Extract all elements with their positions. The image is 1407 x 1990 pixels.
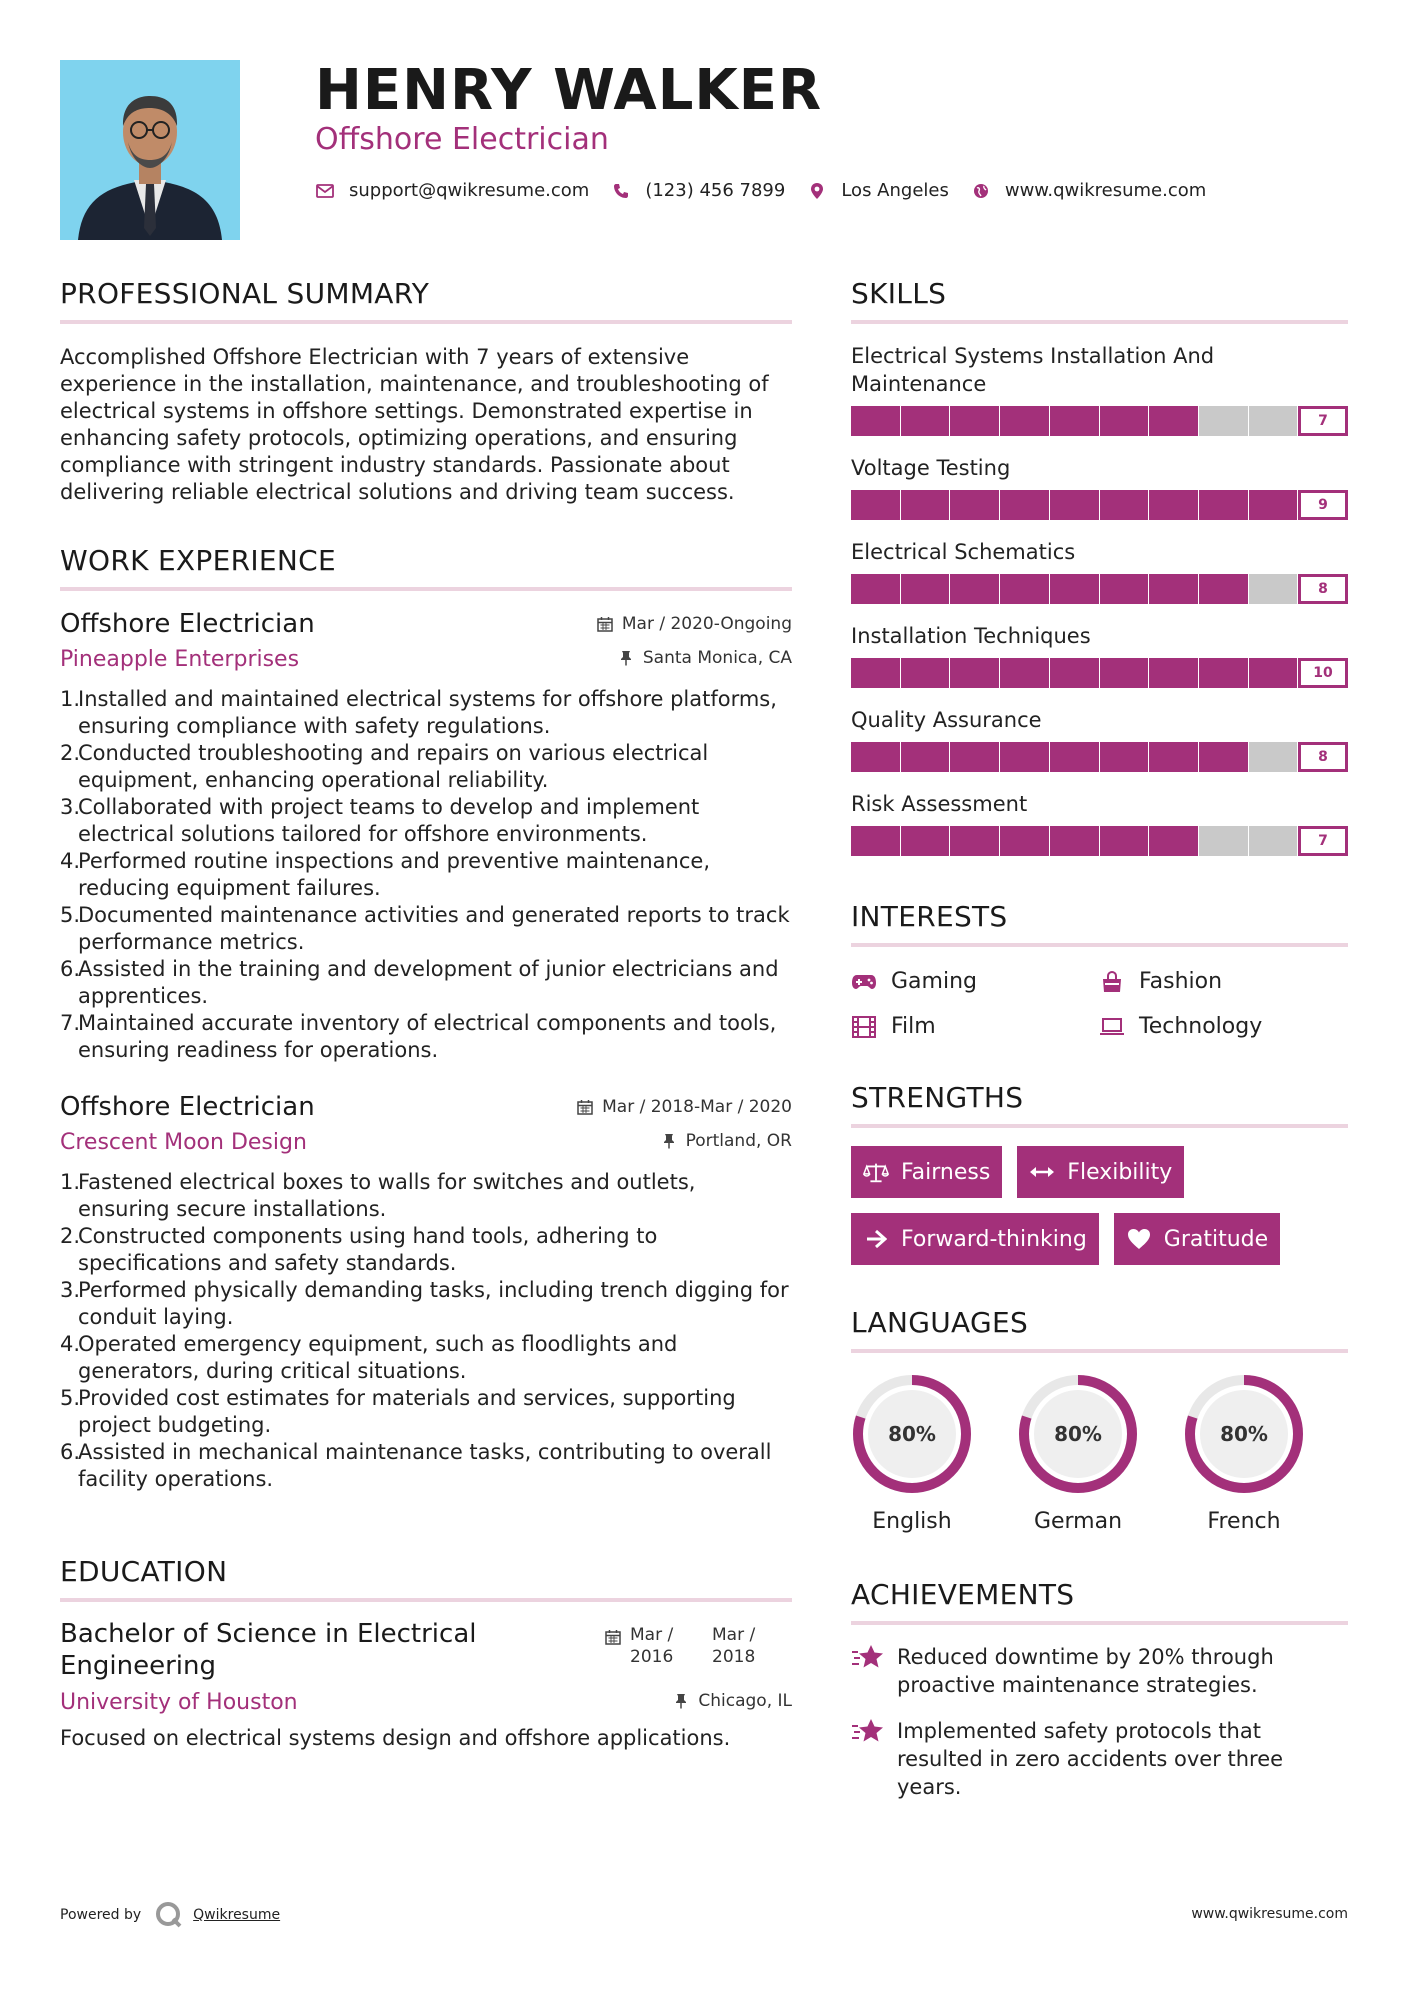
skill-bar-segment: [901, 658, 950, 688]
skill-bar-segment: [1100, 406, 1149, 436]
skill-item: [851, 706, 1348, 772]
duty-item: 4. Operated emergency equipment, such as floodlights and generators, during critical situations.: [60, 1332, 678, 1383]
skill-bar: [851, 490, 1348, 520]
skill-bar-segment: [1100, 658, 1149, 688]
skill-bar-segment: [1199, 826, 1248, 856]
job-title: Offshore Electrician: [60, 609, 315, 639]
skill-score: 7: [1298, 406, 1348, 436]
skill-name: Electrical Schematics: [851, 540, 1076, 564]
skill-name: Installation Techniques: [851, 624, 1091, 648]
strengths-section: [851, 1081, 1348, 1280]
skill-bar-segment: [1249, 658, 1298, 688]
education-section: [60, 1555, 792, 1752]
languages-heading: LANGUAGES: [851, 1306, 1029, 1339]
language-item: [851, 1373, 973, 1534]
location-text: Los Angeles: [841, 180, 949, 201]
strength-flexibility: Flexibility: [1017, 1146, 1184, 1198]
skill-bar: [851, 826, 1348, 856]
skill-bar-segment: [1249, 742, 1298, 772]
calendar-icon: [576, 1098, 594, 1116]
skill-item: [851, 790, 1348, 856]
skill-bar-segment: [851, 742, 900, 772]
skill-bar: [851, 658, 1348, 688]
skill-bar-segment: [950, 574, 999, 604]
skill-score: 10: [1298, 658, 1348, 688]
envelope-icon: [315, 181, 335, 201]
skill-bar-segment: [1050, 826, 1099, 856]
job-location: Santa Monica, CA: [617, 648, 792, 668]
section-divider: [60, 587, 792, 591]
gamepad-icon: [851, 971, 877, 993]
skill-bar-segment: [1050, 490, 1099, 520]
phone-icon: [611, 181, 631, 201]
duty-item: 6. Assisted in the training and development of junior electricians and apprentices.: [60, 957, 779, 1008]
left-column: [60, 277, 792, 1752]
language-name: German: [1033, 1509, 1123, 1534]
skill-bar-segment: [1149, 406, 1198, 436]
skill-bar: [851, 574, 1348, 604]
skill-bar-segment: [1000, 406, 1049, 436]
language-name: French: [1207, 1509, 1281, 1534]
achievement-item: Reduced downtime by 20% through proactive maintenance strategies.: [851, 1643, 1348, 1699]
skill-bar-segment: [950, 490, 999, 520]
right-column: [851, 277, 1348, 1801]
language-name: English: [872, 1509, 952, 1534]
website-text: www.qwikresume.com: [1004, 180, 1207, 201]
skill-bar-segment: [1000, 826, 1049, 856]
skill-bar-segment: [1249, 826, 1298, 856]
skill-score: 9: [1298, 490, 1348, 520]
skill-bar-segment: [1149, 826, 1198, 856]
skill-bar-segment: [950, 742, 999, 772]
achievement-item: Implemented safety protocols that resulted in zero accidents over three years.: [851, 1717, 1348, 1801]
skill-score: 8: [1298, 742, 1348, 772]
skill-bar-segment: [851, 490, 900, 520]
phone-text: (123) 456 7899: [645, 180, 786, 201]
duty-item: 7. Maintained accurate inventory of electrical components and tools, ensuring readiness for operations.: [60, 1011, 777, 1062]
skill-bar-segment: [950, 406, 999, 436]
interest-technology: Technology: [1099, 1014, 1347, 1039]
qwikresume-link[interactable]: Qwikresume: [193, 1907, 281, 1923]
star-icon: [851, 1717, 885, 1745]
film-icon: [851, 1016, 877, 1038]
job-date: Mar / 2018-Mar / 2020: [576, 1097, 792, 1117]
education-end: Mar / 2018: [712, 1625, 756, 1667]
map-pin-icon: [807, 181, 827, 201]
skill-bar-segment: [1050, 742, 1099, 772]
strength-gratitude: Gratitude: [1114, 1213, 1280, 1265]
skill-bar-segment: [901, 826, 950, 856]
interests-heading: INTERESTS: [851, 900, 1008, 933]
contact-email[interactable]: [315, 180, 589, 201]
profile-photo: [60, 60, 240, 240]
skill-bar-segment: [1100, 490, 1149, 520]
skill-bar-segment: [1100, 742, 1149, 772]
education-dates: [604, 1624, 764, 1682]
duty-item: 3. Performed physically demanding tasks, including trench digging for conduit laying.: [60, 1278, 789, 1329]
skill-item: [851, 454, 1348, 520]
calendar-icon: [596, 615, 614, 633]
duty-item: 2. Constructed components using hand tools, adhering to specifications and safety standards.: [60, 1224, 658, 1275]
contact-phone[interactable]: [611, 180, 785, 201]
skill-bar-segment: [1249, 574, 1298, 604]
duty-item: 5. Documented maintenance activities and generated reports to track performance metrics.: [60, 903, 790, 954]
language-ring: [851, 1373, 973, 1495]
skill-bar-segment: [1000, 490, 1049, 520]
skill-bar-segment: [950, 658, 999, 688]
duty-item: 2. Conducted troubleshooting and repairs on various electrical equipment, enhancing operational reliability.: [60, 741, 709, 792]
skill-bar-segment: [950, 826, 999, 856]
skill-item: [851, 538, 1348, 604]
duty-list: [60, 1169, 792, 1493]
section-divider: [851, 1349, 1348, 1353]
skill-item: [851, 342, 1348, 436]
candidate-role: Offshore Electrician: [315, 122, 609, 157]
skill-bar-segment: [1199, 574, 1248, 604]
education-start: Mar / 2016: [630, 1625, 674, 1667]
languages-section: [851, 1306, 1348, 1534]
skill-bar-segment: [1149, 658, 1198, 688]
contact-bar: [315, 180, 1228, 201]
job-entry: [60, 1092, 792, 1493]
skill-bar-segment: [901, 406, 950, 436]
calendar-icon: [604, 1628, 622, 1646]
skill-bar-segment: [851, 826, 900, 856]
skill-bar-segment: [1149, 574, 1198, 604]
skill-item: [851, 622, 1348, 688]
contact-location: [807, 180, 949, 201]
skill-score: 7: [1298, 826, 1348, 856]
candidate-name: HENRY WALKER: [315, 58, 823, 123]
shopping-bag-icon: [1099, 971, 1125, 993]
pushpin-icon: [672, 1692, 690, 1710]
interest-film: Film: [851, 1014, 1099, 1039]
language-level: 80%: [1220, 1422, 1268, 1446]
skill-bar-segment: [1050, 406, 1099, 436]
skill-name: Quality Assurance: [851, 708, 1042, 732]
skill-bar-segment: [1249, 406, 1298, 436]
globe-icon: [971, 181, 991, 201]
skill-bar-segment: [1100, 826, 1149, 856]
skill-bar-segment: [1199, 742, 1248, 772]
section-divider: [851, 1124, 1348, 1128]
skill-bar-segment: [1000, 742, 1049, 772]
skill-bar: [851, 742, 1348, 772]
skill-name: Electrical Systems Installation And Maintenance: [851, 344, 1215, 396]
language-item: [1183, 1373, 1305, 1534]
skill-name: Risk Assessment: [851, 792, 1028, 816]
contact-website[interactable]: [971, 180, 1206, 201]
skill-bar-segment: [851, 658, 900, 688]
footer-url[interactable]: www.qwikresume.com: [1191, 1906, 1348, 1922]
school-name: University of Houston: [60, 1690, 298, 1715]
strength-forward-thinking: Forward-thinking: [851, 1213, 1099, 1265]
skill-bar-segment: [1100, 574, 1149, 604]
skills-section: [851, 277, 1348, 856]
section-divider: [851, 943, 1348, 947]
laptop-icon: [1099, 1016, 1125, 1038]
star-icon: [851, 1643, 885, 1671]
duty-list: [60, 686, 792, 1064]
interest-gaming: Gaming: [851, 969, 1099, 994]
skills-list: [851, 342, 1348, 856]
skill-bar-segment: [1199, 490, 1248, 520]
language-level: 80%: [1054, 1422, 1102, 1446]
skill-bar-segment: [1050, 574, 1099, 604]
qwikresume-logo-icon: [155, 1901, 183, 1929]
arrows-horizontal-icon: [1029, 1161, 1055, 1183]
language-ring: [1183, 1373, 1305, 1495]
experience-heading: WORK EXPERIENCE: [60, 544, 336, 577]
skill-bar-segment: [1149, 742, 1198, 772]
summary-heading: PROFESSIONAL SUMMARY: [60, 277, 430, 310]
degree-title: Bachelor of Science in Electrical Engineering: [60, 1619, 477, 1681]
section-divider: [60, 320, 792, 324]
duty-item: 5. Provided cost estimates for materials and services, supporting project budgeting.: [60, 1386, 736, 1437]
achievements-heading: ACHIEVEMENTS: [851, 1578, 1075, 1611]
company-name: Crescent Moon Design: [60, 1130, 307, 1155]
duty-item: 6. Assisted in mechanical maintenance tasks, contributing to overall facility operations.: [60, 1440, 772, 1491]
email-text: support@qwikresume.com: [349, 180, 590, 201]
skill-bar-segment: [1249, 490, 1298, 520]
balance-scale-icon: [863, 1161, 889, 1183]
job-title: Offshore Electrician: [60, 1092, 315, 1122]
language-ring: [1017, 1373, 1139, 1495]
strengths-heading: STRENGTHS: [851, 1081, 1024, 1114]
skill-bar-segment: [1199, 406, 1248, 436]
education-heading: EDUCATION: [60, 1555, 228, 1588]
skill-bar-segment: [1000, 574, 1049, 604]
skill-bar-segment: [851, 406, 900, 436]
skill-bar-segment: [1050, 658, 1099, 688]
achievements-section: [851, 1578, 1348, 1801]
company-name: Pineapple Enterprises: [60, 647, 300, 672]
heart-icon: [1126, 1228, 1152, 1250]
job-date: Mar / 2020-Ongoing: [596, 614, 792, 634]
skill-bar-segment: [901, 490, 950, 520]
skill-bar-segment: [851, 574, 900, 604]
section-divider: [60, 1598, 792, 1602]
skill-bar-segment: [1149, 490, 1198, 520]
experience-section: [60, 544, 792, 1493]
summary-section: [60, 277, 792, 506]
duty-item: 1. Installed and maintained electrical systems for offshore platforms, ensuring compliance with safety regulations.: [60, 687, 777, 738]
job-entry: [60, 609, 792, 1064]
powered-by-text: Powered by: [60, 1907, 142, 1923]
skill-bar-segment: [1000, 658, 1049, 688]
duty-item: 4. Performed routine inspections and preventive maintenance, reducing equipment failures.: [60, 849, 710, 900]
language-level: 80%: [888, 1422, 936, 1446]
school-location: Chicago, IL: [672, 1691, 792, 1711]
section-divider: [851, 320, 1348, 324]
duty-item: 3. Collaborated with project teams to develop and implement electrical solutions tailored for offshore environments.: [60, 795, 700, 846]
skill-bar: [851, 406, 1348, 436]
skill-bar-segment: [901, 742, 950, 772]
section-divider: [851, 1621, 1348, 1625]
job-location: Portland, OR: [660, 1131, 792, 1151]
skills-heading: SKILLS: [851, 277, 947, 310]
summary-text: Accomplished Offshore Electrician with 7 years of extensive experience in the installation, maintenance, and troubleshooting of electrical systems in offshore settings. Demonstrated expertise in enhancing safety protocols, optimizing operations, and ensuring compliance with stringent industry standards. Passionate about delivering reliable electrical solutions and driving team success.: [60, 345, 769, 504]
language-item: [1017, 1373, 1139, 1534]
education-description: Focused on electrical systems design and offshore applications.: [60, 1726, 731, 1750]
skill-bar-segment: [901, 574, 950, 604]
arrow-right-icon: [863, 1228, 889, 1250]
language-list: [851, 1373, 1348, 1534]
pushpin-icon: [617, 649, 635, 667]
skill-name: Voltage Testing: [851, 456, 1011, 480]
strength-fairness: Fairness: [851, 1146, 1002, 1198]
interest-fashion: Fashion: [1099, 969, 1347, 994]
footer-brand: [60, 1901, 280, 1929]
duty-item: 1. Fastened electrical boxes to walls for switches and outlets, ensuring secure installations.: [60, 1170, 696, 1221]
interests-section: [851, 900, 1348, 1039]
skill-score: 8: [1298, 574, 1348, 604]
skill-bar-segment: [1199, 658, 1248, 688]
pushpin-icon: [660, 1132, 678, 1150]
